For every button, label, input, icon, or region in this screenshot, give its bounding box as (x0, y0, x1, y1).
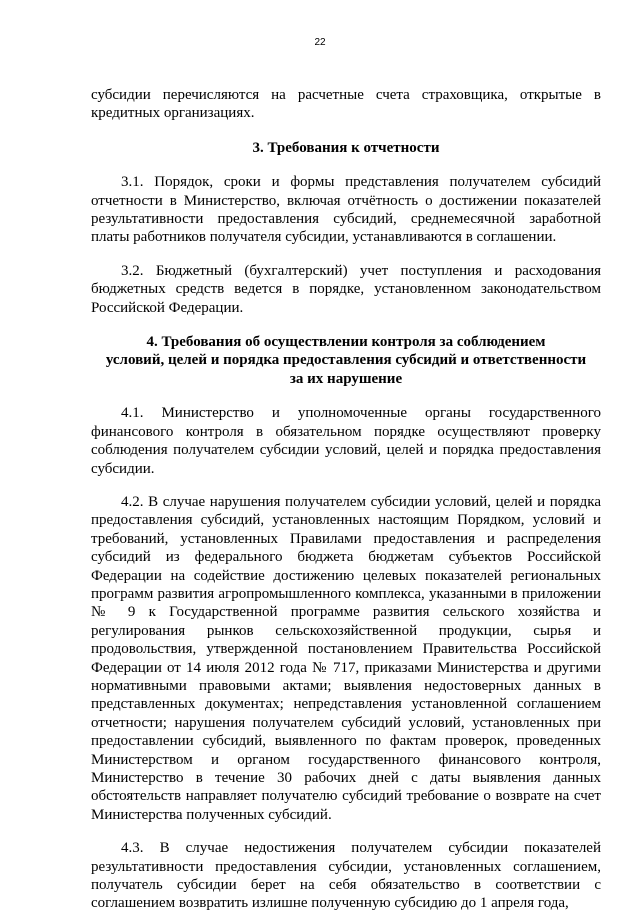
section-4-heading-line: 4. Требования об осуществлении контроля за соблюдением (146, 334, 546, 351)
page-number: 22 (314, 37, 326, 48)
section-4-heading (91, 333, 601, 388)
paragraph-4-2: 4.2. В случае нарушения получателем субсидии условий, целей и порядка предоставления субсидий, установленных настоящим Порядком, условий и требований, установленных Правилами предоставления и распределения субсидий из федерального бюджета бюджетам субъектов Российской Федерации на содействие достижению целевых показателей региональных программ развития агропромышленного комплекса, указанными в приложении № 9 к Государственной программе развития сельского хозяйства и регулирования рынков сельскохозяйственной продукции, сырья и продовольствия, утвержденной постановлением Правительства Российской Федерации от 14 июля 2012 года № 717, приказами Министерства и другими нормативными правовыми актами; выявления недостоверных данных в представленных документах; непредставления установленной соглашением отчетности; нарушения получателем субсидий условий, установленных при предоставлении субсидий, выявленного по фактам проверок, проведенных Министерством и органом государственного финансового контроля, Министерство в течение 30 рабочих дней с даты выявления данных обстоятельств направляет получателю субсидий требование о возврате на счет Министерства полученных субсидий. (91, 493, 601, 823)
document-body (91, 86, 601, 913)
paragraph-3-1: 3.1. Порядок, сроки и формы представления получателем субсидий отчетности в Министерство, включая отчётность о достижении показателей результативности предоставления субсидий, среднемесячной заработной платы работников получателя субсидии, устанавливаются в соглашении. (91, 174, 601, 246)
intro-paragraph: субсидии перечисляются на расчетные счета страховщика, открытые в кредитных организациях. (91, 87, 601, 122)
paragraph-3-2: 3.2. Бюджетный (бухгалтерский) учет поступления и расходования бюджетных средств ведется в порядке, установленном законодательством Российской Федерации. (91, 262, 601, 316)
section-3-heading: 3. Требования к отчетности (252, 139, 440, 156)
paragraph-4-1: 4.1. Министерство и уполномоченные органы государственного финансового контроля в обязательном порядке осуществляют проверку соблюдения получателем субсидии условий, целей и порядка предоставления субсидии. (91, 405, 601, 477)
paragraph-4-3: 4.3. В случае недостижения получателем субсидии показателей результативности предоставления субсидии, установленных соглашением, получатель субсидии берет на себя обязательство в соответствии с соглашением возвратить излишне полученную субсидию до 1 апреля года, (91, 840, 601, 912)
section-4-heading-line: за их нарушение (289, 370, 403, 387)
section-4-heading-line: условий, целей и порядка предоставления субсидий и ответственности (105, 352, 587, 369)
